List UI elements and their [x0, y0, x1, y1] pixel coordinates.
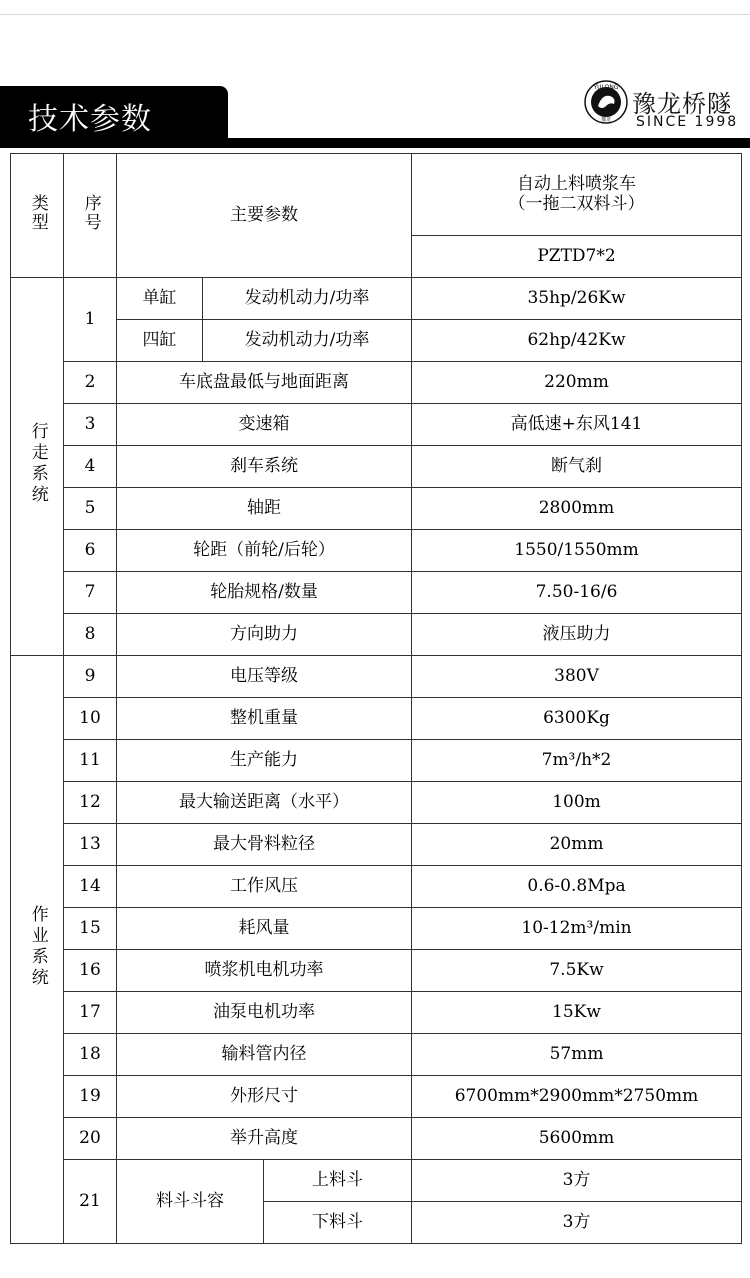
category-work: 作业系统: [11, 656, 64, 1244]
row-value: 100m: [412, 782, 742, 824]
svg-text:YULONG: YULONG: [593, 84, 619, 91]
row-value: 0.6-0.8Mpa: [412, 866, 742, 908]
logo-emblem-icon: [584, 80, 628, 124]
spec-table: [10, 153, 742, 1244]
row-param: 生产能力: [117, 740, 412, 782]
row-sub: 下料斗: [264, 1202, 412, 1244]
row-value: 57mm: [412, 1034, 742, 1076]
row-no: 10: [64, 698, 117, 740]
row-value: 62hp/42Kw: [412, 320, 742, 362]
row-param: 举升高度: [117, 1118, 412, 1160]
row-value: 3方: [412, 1202, 742, 1244]
row-sub: 四缸: [117, 320, 203, 362]
row-no: 2: [64, 362, 117, 404]
row-no: 17: [64, 992, 117, 1034]
row-param: 料斗斗容: [117, 1160, 264, 1244]
row-param: 输料管内径: [117, 1034, 412, 1076]
row-param: 整机重量: [117, 698, 412, 740]
page-title: 技术参数: [28, 102, 152, 137]
row-value: 7.50-16/6: [412, 572, 742, 614]
brand-since: SINCE 1998: [636, 114, 739, 130]
row-no: 15: [64, 908, 117, 950]
row-no: 11: [64, 740, 117, 782]
header-product-line1: 自动上料喷浆车: [517, 173, 636, 194]
row-no: 8: [64, 614, 117, 656]
row-value: 15Kw: [412, 992, 742, 1034]
row-param: 外形尺寸: [117, 1076, 412, 1118]
row-value: 5600mm: [412, 1118, 742, 1160]
row-no: 14: [64, 866, 117, 908]
row-param: 车底盘最低与地面距离: [117, 362, 412, 404]
header-product: [412, 154, 742, 236]
row-no: 18: [64, 1034, 117, 1076]
row-value: 380V: [412, 656, 742, 698]
brand-logo: [584, 80, 744, 136]
row-param: 发动机动力/功率: [203, 320, 412, 362]
row-no: 1: [64, 278, 117, 362]
row-value: 220mm: [412, 362, 742, 404]
brand-name: 豫龙桥隧: [632, 90, 732, 118]
row-no: 9: [64, 656, 117, 698]
row-no: 12: [64, 782, 117, 824]
row-param: 油泵电机功率: [117, 992, 412, 1034]
row-value: 高低速+东风141: [412, 404, 742, 446]
row-param: 发动机动力/功率: [203, 278, 412, 320]
row-no: 3: [64, 404, 117, 446]
row-param: 耗风量: [117, 908, 412, 950]
row-param: 轮胎规格/数量: [117, 572, 412, 614]
row-value: 10-12m³/min: [412, 908, 742, 950]
row-no: 13: [64, 824, 117, 866]
row-value: 7m³/h*2: [412, 740, 742, 782]
row-no: 4: [64, 446, 117, 488]
svg-text:豫龙: 豫龙: [600, 117, 612, 123]
row-value: 2800mm: [412, 488, 742, 530]
row-no: 6: [64, 530, 117, 572]
header-type: 类型: [11, 154, 64, 278]
row-value: 3方: [412, 1160, 742, 1202]
row-no: 16: [64, 950, 117, 992]
row-param: 工作风压: [117, 866, 412, 908]
row-param: 喷浆机电机功率: [117, 950, 412, 992]
row-value: 35hp/26Kw: [412, 278, 742, 320]
row-value: 20mm: [412, 824, 742, 866]
row-no: 5: [64, 488, 117, 530]
row-value: 液压助力: [412, 614, 742, 656]
row-value: 6700mm*2900mm*2750mm: [412, 1076, 742, 1118]
row-sub: 上料斗: [264, 1160, 412, 1202]
row-param: 轮距（前轮/后轮）: [117, 530, 412, 572]
top-divider: [0, 14, 750, 15]
row-no: 7: [64, 572, 117, 614]
row-no: 19: [64, 1076, 117, 1118]
row-param: 最大骨料粒径: [117, 824, 412, 866]
header-product-line2: （一拖二双料斗）: [508, 193, 645, 214]
row-value: 6300Kg: [412, 698, 742, 740]
row-value: 断气刹: [412, 446, 742, 488]
row-param: 电压等级: [117, 656, 412, 698]
row-sub: 单缸: [117, 278, 203, 320]
header-seq: 序号: [64, 154, 117, 278]
row-value: 7.5Kw: [412, 950, 742, 992]
row-param: 轴距: [117, 488, 412, 530]
row-param: 变速箱: [117, 404, 412, 446]
row-no: 21: [64, 1160, 117, 1244]
header-model: PZTD7*2: [412, 236, 742, 278]
row-param: 最大输送距离（水平）: [117, 782, 412, 824]
row-no: 20: [64, 1118, 117, 1160]
category-travel: 行走系统: [11, 278, 64, 656]
header-param: 主要参数: [117, 154, 412, 278]
row-param: 方向助力: [117, 614, 412, 656]
row-param: 刹车系统: [117, 446, 412, 488]
row-value: 1550/1550mm: [412, 530, 742, 572]
